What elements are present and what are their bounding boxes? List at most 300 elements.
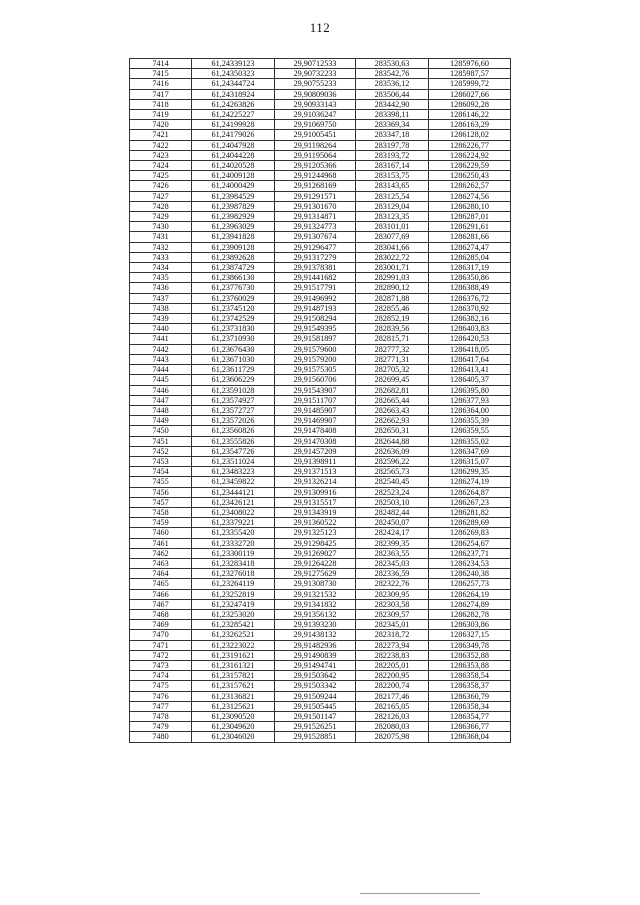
y-coordinate-cell: 1286287,01 (429, 212, 511, 222)
point-number-cell: 7457 (130, 497, 192, 507)
y-coordinate-cell: 1286257,73 (429, 579, 511, 589)
table-row (130, 487, 511, 497)
point-number-cell: 7470 (130, 630, 192, 640)
y-coordinate-cell: 1286355,02 (429, 436, 511, 446)
x-coordinate-cell: 282890,12 (356, 283, 429, 293)
table-row (130, 375, 511, 385)
latitude-cell: 61,23574927 (192, 395, 275, 405)
table-row (130, 110, 511, 120)
point-number-cell: 7443 (130, 354, 192, 364)
y-coordinate-cell: 1286317,19 (429, 263, 511, 273)
table-row (130, 324, 511, 334)
latitude-cell: 61,23941828 (192, 232, 275, 242)
x-coordinate-cell: 283041,66 (356, 242, 429, 252)
table-row (130, 650, 511, 660)
point-number-cell: 7466 (130, 589, 192, 599)
y-coordinate-cell: 1286254,67 (429, 538, 511, 548)
y-coordinate-cell: 1286027,66 (429, 89, 511, 99)
table-row (130, 181, 511, 191)
x-coordinate-cell: 282855,46 (356, 303, 429, 313)
table-row (130, 303, 511, 313)
point-number-cell: 7437 (130, 293, 192, 303)
latitude-cell: 61,24047928 (192, 140, 275, 150)
point-number-cell: 7456 (130, 487, 192, 497)
longitude-cell: 29,91511707 (275, 395, 356, 405)
longitude-cell: 29,91296477 (275, 242, 356, 252)
latitude-cell: 61,23547726 (192, 446, 275, 456)
table-row (130, 507, 511, 517)
y-coordinate-cell: 1286267,23 (429, 497, 511, 507)
x-coordinate-cell: 282523,24 (356, 487, 429, 497)
table-row (130, 161, 511, 171)
longitude-cell: 29,91398911 (275, 456, 356, 466)
x-coordinate-cell: 282318,72 (356, 630, 429, 640)
table-row (130, 620, 511, 630)
longitude-cell: 29,91441682 (275, 273, 356, 283)
longitude-cell: 29,91205366 (275, 161, 356, 171)
x-coordinate-cell: 282424,17 (356, 528, 429, 538)
point-number-cell: 7427 (130, 191, 192, 201)
latitude-cell: 61,23892628 (192, 252, 275, 262)
x-coordinate-cell: 282303,58 (356, 599, 429, 609)
y-coordinate-cell: 1286413,41 (429, 365, 511, 375)
x-coordinate-cell: 283167,14 (356, 161, 429, 171)
x-coordinate-cell: 283125,54 (356, 191, 429, 201)
latitude-cell: 61,23046020 (192, 732, 275, 742)
table-row (130, 99, 511, 109)
latitude-cell: 61,24263826 (192, 99, 275, 109)
x-coordinate-cell: 283369,34 (356, 120, 429, 130)
latitude-cell: 61,24225227 (192, 110, 275, 120)
y-coordinate-cell: 1286291,61 (429, 222, 511, 232)
table-row (130, 712, 511, 722)
x-coordinate-cell: 282636,09 (356, 446, 429, 456)
y-coordinate-cell: 1286163,29 (429, 120, 511, 130)
longitude-cell: 29,91482936 (275, 640, 356, 650)
y-coordinate-cell: 1286417,64 (429, 354, 511, 364)
x-coordinate-cell: 282665,44 (356, 395, 429, 405)
longitude-cell: 29,91494741 (275, 660, 356, 670)
table-row (130, 150, 511, 160)
longitude-cell: 29,90732233 (275, 69, 356, 79)
latitude-cell: 61,23157621 (192, 681, 275, 691)
latitude-cell: 61,24009128 (192, 171, 275, 181)
y-coordinate-cell: 1286264,19 (429, 589, 511, 599)
point-number-cell: 7438 (130, 303, 192, 313)
y-coordinate-cell: 1286405,37 (429, 375, 511, 385)
point-number-cell: 7461 (130, 538, 192, 548)
coordinates-table (129, 58, 511, 743)
table-row (130, 395, 511, 405)
x-coordinate-cell: 282699,45 (356, 375, 429, 385)
longitude-cell: 29,91307674 (275, 232, 356, 242)
table-row (130, 732, 511, 742)
point-number-cell: 7431 (130, 232, 192, 242)
latitude-cell: 61,23483223 (192, 467, 275, 477)
point-number-cell: 7428 (130, 201, 192, 211)
longitude-cell: 29,91508294 (275, 314, 356, 324)
point-number-cell: 7458 (130, 507, 192, 517)
longitude-cell: 29,90933143 (275, 99, 356, 109)
point-number-cell: 7419 (130, 110, 192, 120)
latitude-cell: 61,24344724 (192, 79, 275, 89)
point-number-cell: 7417 (130, 89, 192, 99)
point-number-cell: 7473 (130, 660, 192, 670)
y-coordinate-cell: 1286274,47 (429, 242, 511, 252)
table-row (130, 79, 511, 89)
latitude-cell: 61,23606229 (192, 375, 275, 385)
longitude-cell: 29,91496992 (275, 293, 356, 303)
longitude-cell: 29,91579600 (275, 344, 356, 354)
point-number-cell: 7434 (130, 263, 192, 273)
point-number-cell: 7439 (130, 314, 192, 324)
table-row (130, 273, 511, 283)
x-coordinate-cell: 282662,93 (356, 416, 429, 426)
y-coordinate-cell: 1286226,77 (429, 140, 511, 150)
y-coordinate-cell: 1286420,53 (429, 334, 511, 344)
x-coordinate-cell: 282503,10 (356, 497, 429, 507)
longitude-cell: 29,91301670 (275, 201, 356, 211)
y-coordinate-cell: 1286274,56 (429, 191, 511, 201)
y-coordinate-cell: 1286358,34 (429, 701, 511, 711)
table-row (130, 528, 511, 538)
y-coordinate-cell: 1286347,69 (429, 446, 511, 456)
table-row (130, 212, 511, 222)
table-row (130, 671, 511, 681)
latitude-cell: 61,23982929 (192, 212, 275, 222)
table-row (130, 59, 511, 69)
y-coordinate-cell: 1286146,22 (429, 110, 511, 120)
y-coordinate-cell: 1286355,39 (429, 416, 511, 426)
point-number-cell: 7446 (130, 385, 192, 395)
latitude-cell: 61,23426121 (192, 497, 275, 507)
longitude-cell: 29,91503642 (275, 671, 356, 681)
x-coordinate-cell: 282345,01 (356, 620, 429, 630)
longitude-cell: 29,91298425 (275, 538, 356, 548)
longitude-cell: 29,91356132 (275, 609, 356, 619)
longitude-cell: 29,91324773 (275, 222, 356, 232)
x-coordinate-cell: 282482,44 (356, 507, 429, 517)
table-row (130, 191, 511, 201)
x-coordinate-cell: 283542,76 (356, 69, 429, 79)
y-coordinate-cell: 1286237,71 (429, 548, 511, 558)
longitude-cell: 29,91501147 (275, 712, 356, 722)
x-coordinate-cell: 282663,43 (356, 405, 429, 415)
point-number-cell: 7422 (130, 140, 192, 150)
point-number-cell: 7414 (130, 59, 192, 69)
longitude-cell: 29,91478408 (275, 426, 356, 436)
latitude-cell: 61,23276018 (192, 569, 275, 579)
latitude-cell: 61,23731830 (192, 324, 275, 334)
table-row (130, 242, 511, 252)
point-number-cell: 7471 (130, 640, 192, 650)
y-coordinate-cell: 1286352,88 (429, 650, 511, 660)
table-row (130, 201, 511, 211)
table-row (130, 579, 511, 589)
point-number-cell: 7435 (130, 273, 192, 283)
x-coordinate-cell: 283530,63 (356, 59, 429, 69)
y-coordinate-cell: 1286262,57 (429, 181, 511, 191)
point-number-cell: 7416 (130, 79, 192, 89)
table-row (130, 518, 511, 528)
table-row (130, 569, 511, 579)
latitude-cell: 61,24020528 (192, 161, 275, 171)
longitude-cell: 29,91269027 (275, 548, 356, 558)
latitude-cell: 61,23136821 (192, 691, 275, 701)
latitude-cell: 61,23191621 (192, 650, 275, 660)
latitude-cell: 61,23283418 (192, 558, 275, 568)
y-coordinate-cell: 1286403,83 (429, 324, 511, 334)
x-coordinate-cell: 282309,57 (356, 609, 429, 619)
point-number-cell: 7448 (130, 405, 192, 415)
latitude-cell: 61,23560826 (192, 426, 275, 436)
latitude-cell: 61,23963029 (192, 222, 275, 232)
longitude-cell: 29,91325123 (275, 528, 356, 538)
latitude-cell: 61,23355420 (192, 528, 275, 538)
point-number-cell: 7450 (130, 426, 192, 436)
longitude-cell: 29,91560706 (275, 375, 356, 385)
longitude-cell: 29,91326214 (275, 477, 356, 487)
x-coordinate-cell: 282165,05 (356, 701, 429, 711)
table-row (130, 232, 511, 242)
page-number: 112 (309, 20, 331, 35)
point-number-cell: 7432 (130, 242, 192, 252)
latitude-cell: 61,23909128 (192, 242, 275, 252)
x-coordinate-cell: 283442,90 (356, 99, 429, 109)
y-coordinate-cell: 1286281,82 (429, 507, 511, 517)
y-coordinate-cell: 1286327,15 (429, 630, 511, 640)
longitude-cell: 29,91457209 (275, 446, 356, 456)
longitude-cell: 29,90809036 (275, 89, 356, 99)
x-coordinate-cell: 282200,95 (356, 671, 429, 681)
table-row (130, 334, 511, 344)
y-coordinate-cell: 1285976,60 (429, 59, 511, 69)
x-coordinate-cell: 283506,44 (356, 89, 429, 99)
y-coordinate-cell: 1286360,79 (429, 691, 511, 701)
table-row (130, 354, 511, 364)
point-number-cell: 7469 (130, 620, 192, 630)
y-coordinate-cell: 1285999,72 (429, 79, 511, 89)
point-number-cell: 7430 (130, 222, 192, 232)
table-row (130, 467, 511, 477)
y-coordinate-cell: 1286280,10 (429, 201, 511, 211)
longitude-cell: 29,90755233 (275, 79, 356, 89)
coordinates-table-body (130, 59, 511, 743)
y-coordinate-cell: 1286092,28 (429, 99, 511, 109)
x-coordinate-cell: 283129,04 (356, 201, 429, 211)
latitude-cell: 61,23223022 (192, 640, 275, 650)
point-number-cell: 7415 (130, 69, 192, 79)
y-coordinate-cell: 1286282,78 (429, 609, 511, 619)
point-number-cell: 7442 (130, 344, 192, 354)
y-coordinate-cell: 1286234,53 (429, 558, 511, 568)
table-row (130, 69, 511, 79)
longitude-cell: 29,91393230 (275, 620, 356, 630)
latitude-cell: 61,23776730 (192, 283, 275, 293)
x-coordinate-cell: 282682,81 (356, 385, 429, 395)
y-coordinate-cell: 1286353,88 (429, 660, 511, 670)
y-coordinate-cell: 1286274,89 (429, 599, 511, 609)
table-row (130, 640, 511, 650)
point-number-cell: 7426 (130, 181, 192, 191)
x-coordinate-cell: 282345,03 (356, 558, 429, 568)
latitude-cell: 61,23611729 (192, 365, 275, 375)
y-coordinate-cell: 1286269,83 (429, 528, 511, 538)
latitude-cell: 61,23591028 (192, 385, 275, 395)
x-coordinate-cell: 282322,76 (356, 579, 429, 589)
x-coordinate-cell: 282080,03 (356, 722, 429, 732)
latitude-cell: 61,23125621 (192, 701, 275, 711)
latitude-cell: 61,23049620 (192, 722, 275, 732)
y-coordinate-cell: 1286377,93 (429, 395, 511, 405)
longitude-cell: 29,91469907 (275, 416, 356, 426)
longitude-cell: 29,91490839 (275, 650, 356, 660)
point-number-cell: 7447 (130, 395, 192, 405)
y-coordinate-cell: 1286388,49 (429, 283, 511, 293)
x-coordinate-cell: 282238,83 (356, 650, 429, 660)
x-coordinate-cell: 283398,11 (356, 110, 429, 120)
latitude-cell: 61,23253020 (192, 609, 275, 619)
point-number-cell: 7451 (130, 436, 192, 446)
longitude-cell: 29,91275629 (275, 569, 356, 579)
point-number-cell: 7468 (130, 609, 192, 619)
x-coordinate-cell: 283022,72 (356, 252, 429, 262)
y-coordinate-cell: 1286366,77 (429, 722, 511, 732)
x-coordinate-cell: 282273,94 (356, 640, 429, 650)
latitude-cell: 61,24339123 (192, 59, 275, 69)
point-number-cell: 7436 (130, 283, 192, 293)
point-number-cell: 7433 (130, 252, 192, 262)
table-row (130, 385, 511, 395)
table-row (130, 344, 511, 354)
y-coordinate-cell: 1286354,77 (429, 712, 511, 722)
latitude-cell: 61,24000429 (192, 181, 275, 191)
latitude-cell: 61,23676430 (192, 344, 275, 354)
table-row (130, 283, 511, 293)
longitude-cell: 29,91198264 (275, 140, 356, 150)
longitude-cell: 29,91341832 (275, 599, 356, 609)
latitude-cell: 61,23300119 (192, 548, 275, 558)
longitude-cell: 29,90712533 (275, 59, 356, 69)
y-coordinate-cell: 1286382,16 (429, 314, 511, 324)
point-number-cell: 7441 (130, 334, 192, 344)
longitude-cell: 29,91244968 (275, 171, 356, 181)
longitude-cell: 29,91309916 (275, 487, 356, 497)
longitude-cell: 29,91543907 (275, 385, 356, 395)
x-coordinate-cell: 282644,88 (356, 436, 429, 446)
table-row (130, 538, 511, 548)
x-coordinate-cell: 283001,71 (356, 263, 429, 273)
x-coordinate-cell: 283143,65 (356, 181, 429, 191)
longitude-cell: 29,91485907 (275, 405, 356, 415)
table-row (130, 140, 511, 150)
longitude-cell: 29,91509244 (275, 691, 356, 701)
point-number-cell: 7425 (130, 171, 192, 181)
latitude-cell: 61,23157821 (192, 671, 275, 681)
x-coordinate-cell: 282075,98 (356, 732, 429, 742)
point-number-cell: 7477 (130, 701, 192, 711)
table-row (130, 681, 511, 691)
table-row (130, 691, 511, 701)
longitude-cell: 29,91487193 (275, 303, 356, 313)
longitude-cell: 29,91549395 (275, 324, 356, 334)
longitude-cell: 29,91308730 (275, 579, 356, 589)
y-coordinate-cell: 1286395,80 (429, 385, 511, 395)
y-coordinate-cell: 1286303,86 (429, 620, 511, 630)
table-row (130, 405, 511, 415)
point-number-cell: 7440 (130, 324, 192, 334)
longitude-cell: 29,91264228 (275, 558, 356, 568)
longitude-cell: 29,91528851 (275, 732, 356, 742)
latitude-cell: 61,23984529 (192, 191, 275, 201)
y-coordinate-cell: 1286229,59 (429, 161, 511, 171)
y-coordinate-cell: 1286359,55 (429, 426, 511, 436)
y-coordinate-cell: 1286264,87 (429, 487, 511, 497)
point-number-cell: 7453 (130, 456, 192, 466)
longitude-cell: 29,91069750 (275, 120, 356, 130)
point-number-cell: 7465 (130, 579, 192, 589)
point-number-cell: 7463 (130, 558, 192, 568)
latitude-cell: 61,23262521 (192, 630, 275, 640)
latitude-cell: 61,23710930 (192, 334, 275, 344)
longitude-cell: 29,91581897 (275, 334, 356, 344)
latitude-cell: 61,23572727 (192, 405, 275, 415)
table-row (130, 722, 511, 732)
latitude-cell: 61,23987829 (192, 201, 275, 211)
x-coordinate-cell: 282309,95 (356, 589, 429, 599)
x-coordinate-cell: 282771,31 (356, 354, 429, 364)
x-coordinate-cell: 282399,35 (356, 538, 429, 548)
table-row (130, 558, 511, 568)
x-coordinate-cell: 282336,59 (356, 569, 429, 579)
point-number-cell: 7455 (130, 477, 192, 487)
table-row (130, 456, 511, 466)
y-coordinate-cell: 1286350,86 (429, 273, 511, 283)
longitude-cell: 29,91517791 (275, 283, 356, 293)
latitude-cell: 61,23511024 (192, 456, 275, 466)
latitude-cell: 61,23874729 (192, 263, 275, 273)
point-number-cell: 7452 (130, 446, 192, 456)
point-number-cell: 7418 (130, 99, 192, 109)
y-coordinate-cell: 1286240,38 (429, 569, 511, 579)
latitude-cell: 61,23444121 (192, 487, 275, 497)
x-coordinate-cell: 283123,35 (356, 212, 429, 222)
latitude-cell: 61,24318924 (192, 89, 275, 99)
point-number-cell: 7464 (130, 569, 192, 579)
table-row (130, 599, 511, 609)
y-coordinate-cell: 1286418,05 (429, 344, 511, 354)
latitude-cell: 61,23745120 (192, 303, 275, 313)
point-number-cell: 7478 (130, 712, 192, 722)
longitude-cell: 29,91036247 (275, 110, 356, 120)
x-coordinate-cell: 282815,71 (356, 334, 429, 344)
longitude-cell: 29,91321532 (275, 589, 356, 599)
latitude-cell: 61,23408022 (192, 507, 275, 517)
latitude-cell: 61,23555826 (192, 436, 275, 446)
x-coordinate-cell: 283101,01 (356, 222, 429, 232)
longitude-cell: 29,91360522 (275, 518, 356, 528)
x-coordinate-cell: 282363,55 (356, 548, 429, 558)
table-row (130, 89, 511, 99)
point-number-cell: 7460 (130, 528, 192, 538)
latitude-cell: 61,23090520 (192, 712, 275, 722)
y-coordinate-cell: 1286315,07 (429, 456, 511, 466)
table-row (130, 293, 511, 303)
point-number-cell: 7421 (130, 130, 192, 140)
longitude-cell: 29,91317279 (275, 252, 356, 262)
x-coordinate-cell: 282705,32 (356, 365, 429, 375)
table-row (130, 660, 511, 670)
